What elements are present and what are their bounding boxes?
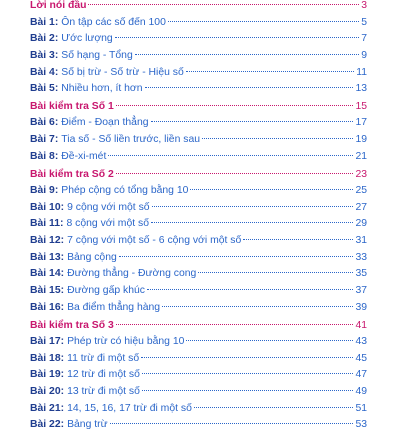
lesson-title: Điểm - Đoạn thẳng [61,117,149,129]
toc-lesson-row[interactable] [30,65,367,82]
dot-leader [88,4,359,5]
lesson-number: Bài 15: [30,285,65,297]
toc-lesson-row[interactable] [30,81,367,98]
toc-lesson-row[interactable] [30,367,367,384]
lesson-title: Bảng trừ [67,419,108,431]
lesson-title: Ba điểm thẳng hàng [67,301,161,313]
lesson-number: Bài 6: [30,117,59,129]
lesson-number: Bài 9: [30,185,59,196]
table-of-contents [30,0,367,434]
lesson-number: Bài 19: [30,369,65,381]
dot-leader [110,423,354,424]
page-number: 53 [355,419,367,431]
page-number: 39 [355,301,367,313]
page-number: 29 [355,218,367,230]
toc-lesson-row[interactable] [30,200,367,217]
dot-leader [162,306,353,307]
dot-leader [198,272,353,273]
lesson-number: Bài 13: [30,251,65,263]
lesson-title: Ước lượng [61,33,113,45]
lesson-number: Bài 4: [30,66,59,78]
toc-lesson-row[interactable] [30,132,367,149]
toc-lesson-row[interactable] [30,115,367,132]
toc-lesson-row[interactable] [30,401,367,418]
page-number: 33 [355,251,367,263]
page-number: 3 [361,0,367,11]
lesson-number: Bài 17: [30,336,65,347]
toc-lesson-row[interactable] [30,417,367,434]
toc-lesson-row[interactable] [30,334,367,351]
page-number: 5 [361,16,367,28]
dot-leader [108,155,353,156]
dot-leader [151,222,353,223]
page-number: 45 [355,352,367,364]
page-number: 11 [356,66,367,78]
page-number: 7 [361,33,367,45]
dot-leader [116,105,354,106]
lesson-number: Bài 16: [30,301,65,313]
lesson-title: 13 trừ đi một số [67,386,140,398]
lesson-title: Số bị trừ - Số trừ - Hiệu số [61,66,184,78]
lesson-title: Số hạng - Tổng [61,49,133,61]
lesson-number: Bài 3: [30,49,59,61]
page-number: 49 [355,386,367,398]
dot-leader [142,373,354,374]
dot-leader [116,324,354,325]
lesson-number: Bài 11: [30,218,64,230]
dot-leader [141,357,353,358]
dot-leader [115,37,360,38]
page-number: 41 [355,319,367,331]
toc-heading-row[interactable] [30,166,367,184]
lesson-number: Bài 20: [30,386,65,398]
dot-leader [190,189,353,190]
page-number: 21 [355,150,367,162]
lesson-title: 11 trừ đi một số [67,352,140,364]
toc-lesson-row[interactable] [30,300,367,317]
toc-heading-row[interactable] [30,98,367,116]
lesson-number: Bài 10: [30,201,65,213]
dot-leader [119,256,354,257]
toc-lesson-row[interactable] [30,149,367,166]
toc-lesson-row[interactable] [30,384,367,401]
section-heading-title: Lời nói đầu [30,0,87,11]
lesson-number: Bài 2: [30,33,59,45]
toc-lesson-row[interactable] [30,233,367,250]
section-heading-title: Bài kiểm tra Số 2 [30,168,114,180]
lesson-title: 7 cộng với một số - 6 cộng với một số [67,235,242,247]
dot-leader [186,340,353,341]
lesson-number: Bài 1: [30,16,59,28]
page-number: 35 [355,268,367,280]
lesson-number: Bài 8: [30,150,59,162]
lesson-title: Tia số - Số liền trước, liền sau [61,134,200,146]
toc-lesson-row[interactable] [30,216,367,233]
section-heading-title: Bài kiểm tra Số 1 [30,100,114,112]
lesson-number: Bài 12: [30,235,65,247]
dot-leader [152,206,354,207]
toc-heading-row[interactable] [30,317,367,335]
page-number: 13 [355,83,367,95]
dot-leader [145,87,354,88]
dot-leader [194,407,354,408]
dot-leader [116,173,354,174]
toc-lesson-row[interactable] [30,48,367,65]
lesson-title: 14, 15, 16, 17 trừ đi một số [67,402,192,414]
lesson-title: 9 cộng với một số [67,201,150,213]
toc-lesson-row[interactable] [30,15,367,32]
page-number: 47 [355,369,367,381]
page-number: 27 [355,201,367,213]
lesson-number: Bài 22: [30,419,65,431]
dot-leader [186,71,354,72]
page-number: 25 [355,185,367,196]
dot-leader [147,289,353,290]
page-number: 9 [361,49,367,61]
toc-heading-row[interactable] [30,0,367,15]
lesson-title: 8 cộng với một số [66,218,149,230]
page-number: 51 [355,402,367,414]
toc-lesson-row[interactable] [30,31,367,48]
toc-lesson-row[interactable] [30,250,367,267]
section-heading-title: Bài kiểm tra Số 3 [30,319,114,331]
page-number: 23 [355,168,367,180]
page-number: 17 [355,117,367,129]
dot-leader [168,21,359,22]
dot-leader [202,138,353,139]
lesson-title: Đường gấp khúc [67,285,145,297]
lesson-number: Bài 18: [30,352,65,364]
lesson-title: Ôn tập các số đến 100 [61,16,166,28]
dot-leader [151,121,354,122]
page-number: 37 [355,285,367,297]
page-number: 15 [355,100,367,112]
lesson-number: Bài 14: [30,268,65,280]
dot-leader [135,54,359,55]
lesson-number: Bài 21: [30,402,65,414]
lesson-number: Bài 5: [30,83,59,95]
lesson-title: Bảng cộng [67,251,117,263]
page-number: 31 [355,235,367,247]
toc-lesson-row[interactable] [30,351,367,368]
page-number: 19 [355,134,367,146]
lesson-title: Nhiều hơn, ít hơn [61,83,143,95]
lesson-title: 12 trừ đi một số [67,369,140,381]
lesson-number: Bài 7: [30,134,59,146]
lesson-title: Phép cộng có tổng bằng 10 [61,185,189,196]
lesson-title: Phép trừ có hiệu bằng 10 [67,336,185,347]
page-number: 43 [355,336,367,347]
dot-leader [142,390,354,391]
toc-lesson-row[interactable] [30,283,367,300]
lesson-title: Đề-xi-mét [61,150,107,162]
lesson-title: Đường thẳng - Đường cong [67,268,197,280]
toc-lesson-row[interactable] [30,266,367,283]
toc-lesson-row[interactable] [30,183,367,200]
dot-leader [243,239,353,240]
